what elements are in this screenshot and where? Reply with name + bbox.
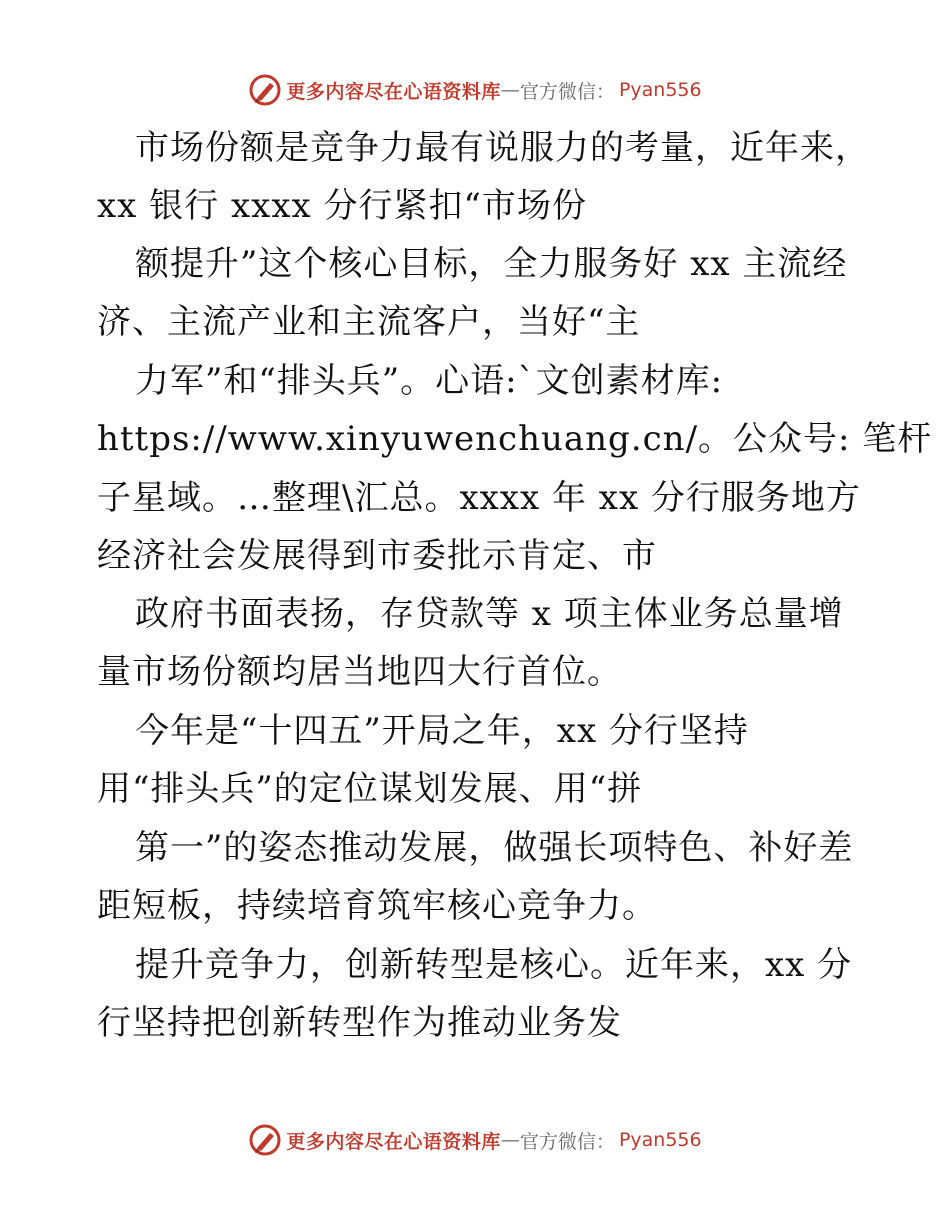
- body-line: 子星域。…整理\汇总。xxxx 年 xx 分行服务地方: [97, 478, 861, 518]
- body-line: 市场份额是竞争力最有说服力的考量，近年来，: [135, 128, 870, 168]
- watermark-separator: —: [500, 1129, 520, 1151]
- body-line: 用“排头兵”的定位谋划发展、用“拼: [97, 769, 643, 809]
- footer-watermark: [0, 1122, 950, 1158]
- header-watermark: [0, 72, 950, 108]
- body-line: 力军”和“排头兵”。心语:`文创素材库:: [135, 361, 724, 401]
- body-line: 第一”的姿态推动发展，做强长项特色、补好差: [135, 828, 854, 868]
- watermark-wechat-id: Pyan556: [618, 79, 702, 101]
- watermark-brand: 更多内容尽在心语资料库: [286, 80, 501, 103]
- watermark-brand: 更多内容尽在心语资料库: [286, 1130, 501, 1153]
- pen-logo-icon: [248, 1123, 282, 1157]
- watermark-wechat-label: 官方微信：: [519, 1130, 615, 1153]
- watermark-wechat-label: 官方微信：: [519, 80, 615, 103]
- body-line: 提升竞争力，创新转型是核心。近年来，xx 分: [135, 945, 853, 985]
- body-line: 量市场份额均居当地四大行首位。: [97, 652, 622, 692]
- body-line: 经济社会发展得到市委批示肯定、市: [97, 536, 657, 576]
- body-line: 距短板，持续培育筑牢核心竞争力。: [97, 886, 657, 926]
- body-line: 政府书面表扬，存贷款等 x 项主体业务总量增: [135, 594, 844, 634]
- pen-logo-icon: [248, 73, 282, 107]
- body-line: 额提升”这个核心目标，全力服务好 xx 主流经: [135, 244, 848, 284]
- body-line: 今年是“十四五”开局之年，xx 分行坚持: [135, 711, 749, 751]
- body-line: 行坚持把创新转型作为推动业务发: [97, 1003, 622, 1043]
- watermark-wechat-id: Pyan556: [618, 1129, 702, 1151]
- watermark-separator: —: [500, 79, 520, 101]
- body-line: xx 银行 xxxx 分行紧扣“市场份: [97, 186, 587, 226]
- body-line: 济、主流产业和主流客户，当好“主: [97, 302, 641, 342]
- body-line: https://www.xinyuwenchuang.cn/。公众号: 笔杆: [97, 419, 933, 459]
